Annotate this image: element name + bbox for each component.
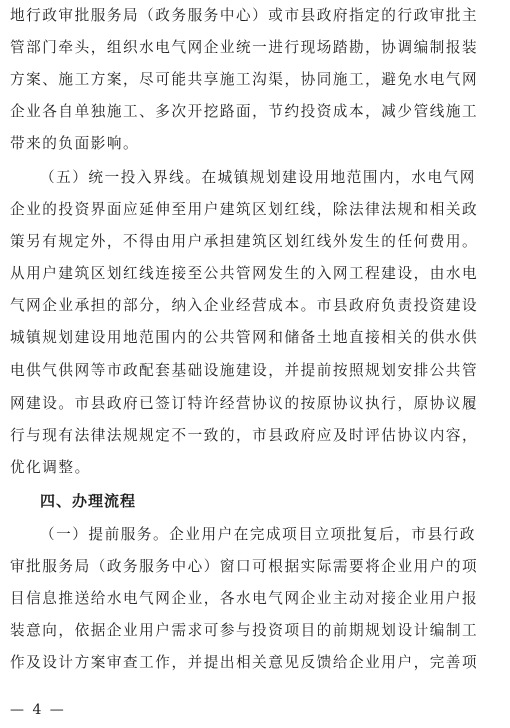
text-line: 方案、施工方案，尽可能共享施工沟渠，协同施工，避免水电气网 — [10, 71, 479, 88]
text-line: 城镇规划建设用地范围内的公共管网和储备土地直接相关的供水供 — [10, 329, 479, 346]
text-line: 从用户建筑区划红线连接至公共管网发生的入网工程建设，由水电 — [10, 265, 479, 282]
text-line: 目信息推送给水电气网企业，各水电气网企业主动对接企业用户报 — [10, 590, 479, 607]
text-line: 作及设计方案审查工作，并提出相关意见反馈给企业用户，完善项 — [10, 654, 479, 671]
text-line: 企业的投资界面应延伸至用户建筑区划红线，除法律法规和相关政 — [10, 201, 479, 218]
text-line: 带来的负面影响。 — [10, 135, 140, 152]
text-line: 地行政审批服务局（政务服务中心）或市县政府指定的行政审批主 — [10, 7, 479, 24]
text-line: 装意向，依据企业用户需求可参与投资项目的前期规划设计编制工 — [10, 622, 479, 639]
text-line: 管部门牵头，组织水电气网企业统一进行现场踏勘，协调编制报装 — [10, 39, 479, 56]
text-line: 审批服务局（政务服务中心）窗口可根据实际需要将企业用户的项 — [10, 558, 479, 575]
paragraph-start-line: （一）提前服务。企业用户在完成项目立项批复后，市县行政 — [40, 526, 476, 543]
text-line: 网建设。市县政府已签订特许经营协议的按原协议执行，原协议履 — [10, 395, 479, 412]
text-line: 优化调整。 — [10, 459, 91, 476]
section-heading: 四、办理流程 — [40, 492, 137, 510]
text-line: 电供气供网等市政配套基础设施建设，并提前按照规划安排公共管 — [10, 362, 479, 379]
text-line: 企业各自单独施工、多次开挖路面，节约投资成本，减少管线施工 — [10, 103, 479, 120]
text-line: 策另有规定外，不得由用户承担建筑区划红线外发生的任何费用。 — [10, 233, 479, 250]
text-line: 气网企业承担的部分，纳入企业经营成本。市县政府负责投资建设 — [10, 297, 479, 314]
page-number: — 4 — — [10, 702, 66, 718]
paragraph-start-line: （五）统一投入界线。在城镇规划建设用地范围内，水电气网 — [40, 169, 476, 186]
text-line: 行与现有法律法规规定不一致的，市县政府应及时评估协议内容， — [10, 427, 479, 444]
